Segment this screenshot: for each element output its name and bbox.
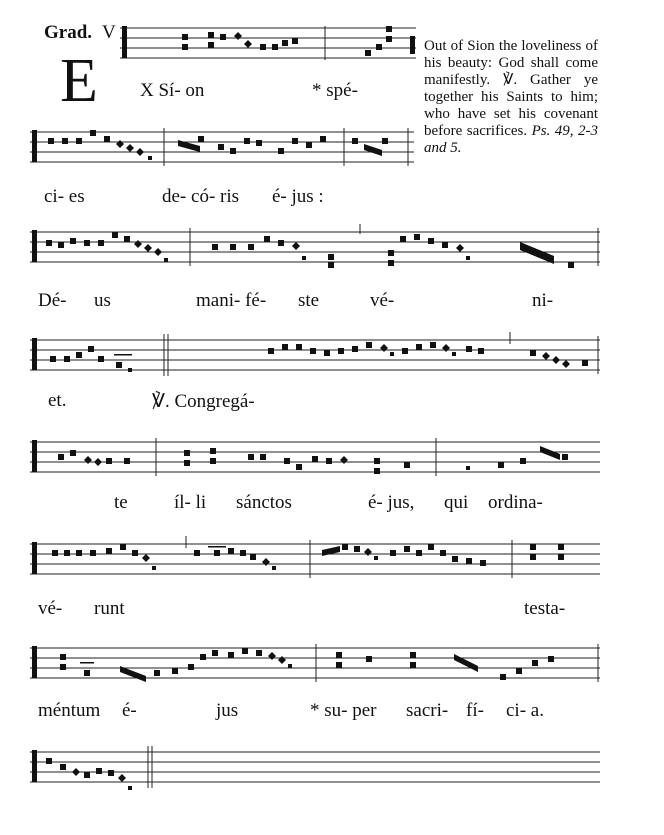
lyric-deus-2: us <box>94 290 111 311</box>
staff-1-lines <box>120 22 416 62</box>
initial-letter: E <box>60 47 98 115</box>
lyric-ordina: ordina- <box>488 492 543 513</box>
lyric-spe: * spé- <box>312 80 358 101</box>
staff-7 <box>30 640 600 690</box>
lyric-super: * su- per <box>310 700 377 721</box>
lyric-ni: ni- <box>532 290 554 311</box>
staff-2 <box>30 124 414 168</box>
lyric-et: et. <box>48 390 67 411</box>
lyric-ste: ste <box>298 290 320 311</box>
staff-8 <box>30 744 600 794</box>
lyric-ve: vé- <box>370 290 395 311</box>
lyric-manife: mani- fé- <box>196 290 267 311</box>
staff-5 <box>30 434 600 482</box>
translation-text <box>424 38 598 157</box>
lyric-deus-1: Dé- <box>38 290 67 311</box>
lyric-fi: fí- <box>466 700 484 721</box>
psalm-reference: Ps. 49, 2-3 and 5. <box>424 123 598 156</box>
staff-4 <box>30 332 600 380</box>
staff-1 <box>120 22 416 62</box>
lyric-congrega: ℣. Congregá- <box>152 391 255 412</box>
lyric-testa: testa- <box>524 598 566 619</box>
lyric-cia: ci- a. <box>506 700 544 721</box>
lyric-illi: íl- li <box>174 492 207 513</box>
mode-number: V <box>102 22 116 43</box>
staff-6 <box>30 536 600 584</box>
lyric-qui: qui <box>444 492 469 513</box>
lyric-te: te <box>114 492 128 513</box>
lyric-mentum: méntum <box>38 700 101 721</box>
translation-body: Out of Sion the loveliness of his beauty: God shall come manifestly. ℣. Gather ye together his Saints to him; who have set his covenant before sacrifices. <box>424 38 598 139</box>
lyric-cies: ci- es <box>44 186 85 207</box>
lyric-runt: runt <box>94 598 125 619</box>
staff-3 <box>30 224 600 270</box>
lyric-decoris: de- có- ris <box>162 186 240 207</box>
lyric-sacri: sacri- <box>406 700 449 721</box>
lyric-e: é- <box>122 700 137 721</box>
lyric-ve2: vé- <box>38 598 63 619</box>
gradual-label: Grad. <box>44 22 93 43</box>
lyric-jus: jus <box>216 700 239 721</box>
lyric-ejus: é- jus : <box>272 186 324 207</box>
lyric-ejus2: é- jus, <box>368 492 415 513</box>
lyric-xsion: X Sí- on <box>140 80 205 101</box>
lyric-sanctos: sánctos <box>236 492 292 513</box>
